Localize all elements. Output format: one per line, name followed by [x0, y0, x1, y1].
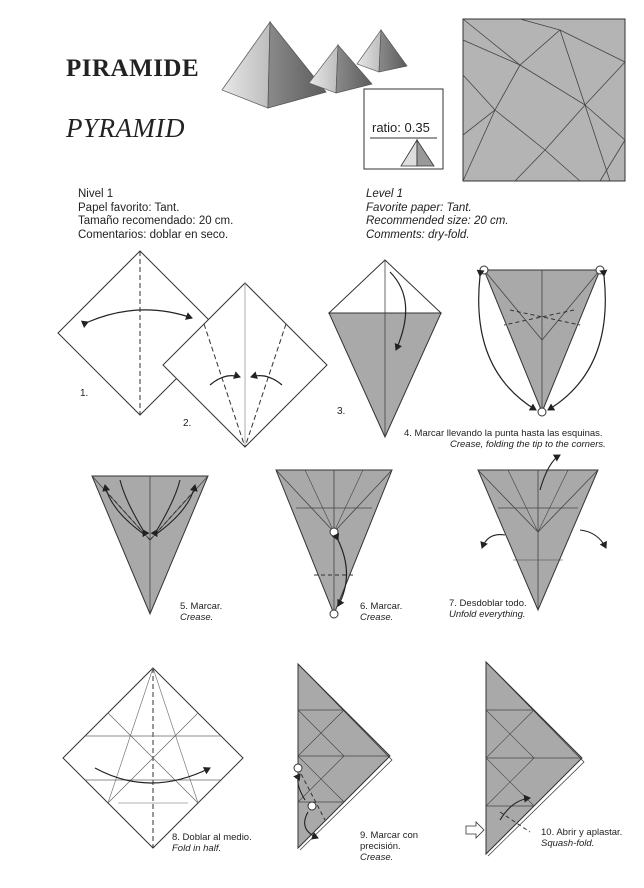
- step6-caption: 6. Marcar. Crease.: [360, 601, 403, 623]
- push-arrow-icon: [466, 822, 484, 838]
- step4-figure: [479, 266, 606, 416]
- step8-figure: [63, 668, 243, 848]
- step7-figure: [478, 455, 606, 610]
- step9-figure: [294, 664, 392, 850]
- step2-number: 2.: [183, 418, 192, 429]
- step4-caption: 4. Marcar llevando la punta hasta las esquinas. Crease, folding the tip to the corners.: [404, 428, 606, 450]
- step7-caption: 7. Desdoblar todo. Unfold everything.: [449, 598, 527, 620]
- title-es: PIRAMIDE: [66, 55, 200, 82]
- step9-caption: 9. Marcar con precisión. Crease.: [360, 830, 419, 863]
- info-en: Level 1 Favorite paper: Tant. Recommended size: 20 cm. Comments: dry-fold.: [366, 188, 509, 241]
- step3-figure: [329, 260, 441, 437]
- step10-caption: 10. Abrir y aplastar. Squash-fold.: [541, 827, 623, 849]
- step5-figure: [92, 476, 208, 614]
- step3-number: 3.: [337, 406, 346, 417]
- step8-caption: 8. Doblar al medio. Fold in half.: [172, 832, 252, 854]
- ratio-label: ratio: 0.35: [372, 120, 430, 135]
- title-en: PYRAMID: [66, 113, 185, 143]
- step6-figure: [276, 470, 392, 618]
- step1-number: 1.: [80, 388, 89, 399]
- info-es: Nivel 1 Papel favorito: Tant. Tamaño recomendado: 20 cm. Comentarios: doblar en seco.: [78, 188, 234, 241]
- crease-pattern: [463, 19, 625, 181]
- step5-caption: 5. Marcar. Crease.: [180, 601, 223, 623]
